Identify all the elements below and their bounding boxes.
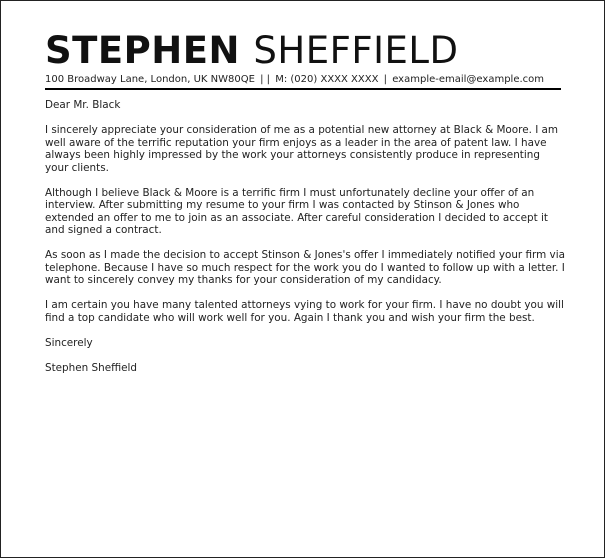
sender-name bbox=[45, 29, 565, 73]
letter-body bbox=[45, 99, 565, 374]
paragraph-1: I sincerely appreciate your consideration of me as a potential new attorney at Black & Moore. I am well aware of the terrific reputation your firm enjoys as a leader in the area of patent law. I have always been highly impressed by the work your attorneys consistently produce in representing your clients. bbox=[45, 124, 559, 174]
salutation: Dear Mr. Black bbox=[45, 99, 121, 111]
paragraph-3: As soon as I made the decision to accept Stinson & Jones's offer I immediately notified your firm via telephone. Because I have so much respect for the work you do I wanted to follow up with a letter. I want to sincerely convey my thanks for your consideration of my candidacy. bbox=[45, 249, 565, 286]
sender-first-name: STEPHEN bbox=[45, 29, 240, 72]
closing: Sincerely bbox=[45, 336, 93, 349]
contact-separator: | | bbox=[260, 74, 271, 85]
paragraph-2: Although I believe Black & Moore is a terrific firm I must unfortunately decline your offer of an interview. After submitting my resume to your firm I was contacted by Stinson & Jones who extended an offer to me to join as an associate. After careful consideration I decided to accept it and signed a contract. bbox=[45, 186, 548, 236]
paragraph-4: I am certain you have many talented attorneys vying to work for your firm. I have no doubt you will find a top candidate who will work well for you. Again I thank you and wish your firm the best. bbox=[45, 299, 564, 324]
letter-page bbox=[45, 29, 565, 387]
contact-separator-2: | bbox=[383, 74, 388, 85]
signature: Stephen Sheffield bbox=[45, 361, 138, 374]
sender-last-name: SHEFFIELD bbox=[253, 29, 459, 72]
sender-phone: M: (020) XXXX XXXX bbox=[275, 74, 379, 85]
sender-email: example-email@example.com bbox=[392, 74, 545, 85]
contact-line bbox=[45, 73, 561, 90]
sender-address: 100 Broadway Lane, London, UK NW80QE bbox=[45, 74, 255, 85]
